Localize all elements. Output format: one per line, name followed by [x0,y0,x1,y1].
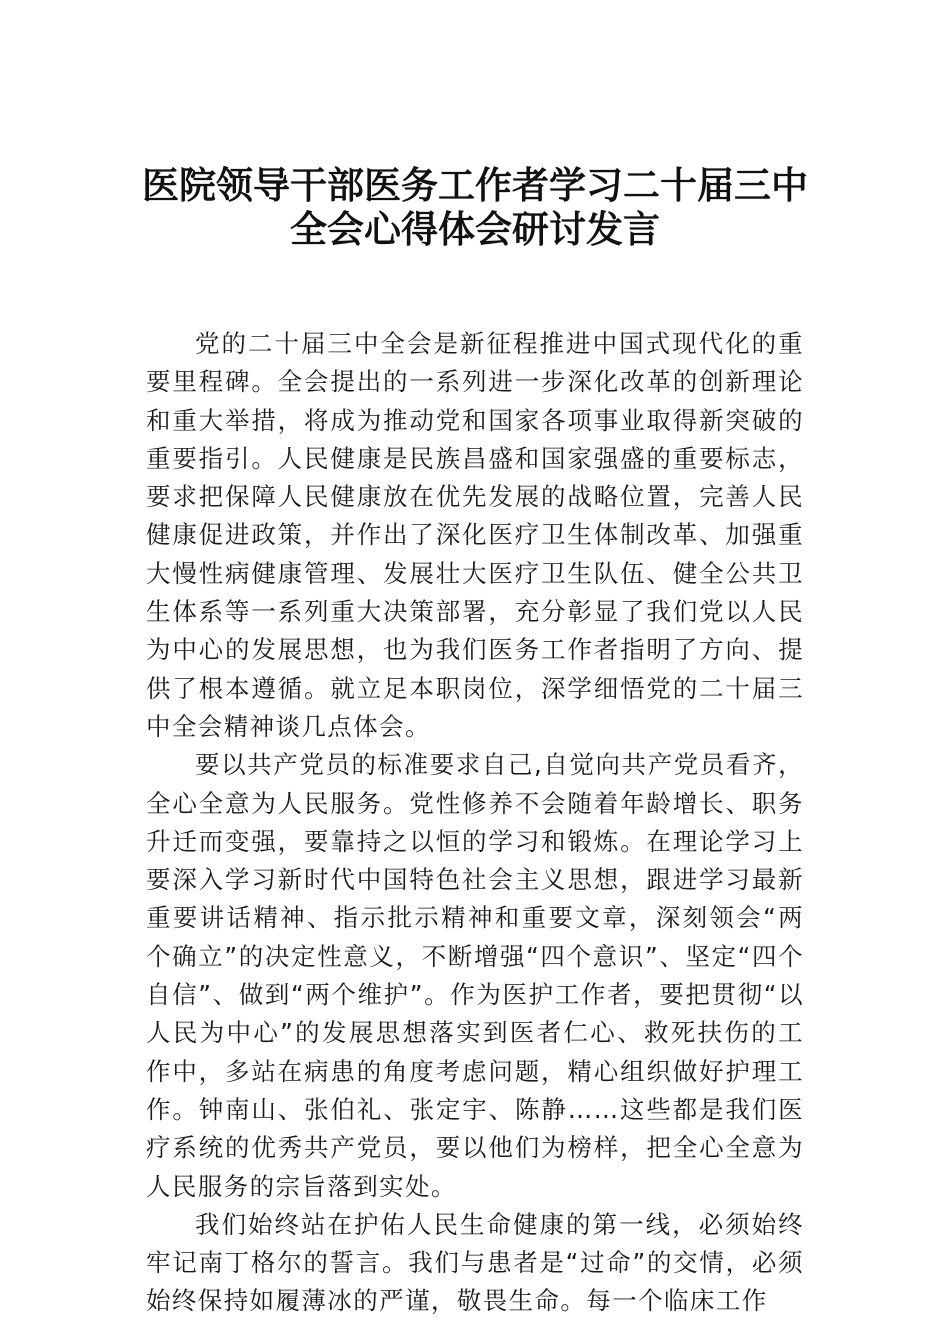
body-paragraph-2: 要以共产党员的标准要求自己,自觉向共产党员看齐，全心全意为人民服务。党性修养不会随着年龄增长、职务升迁而变强，要靠持之以恒的学习和锻炼。在理论学习上要深入学习新时代中国特色社会主义思想，跟进学习最新重要讲话精神、指示批示精神和重要文章，深刻领会“两个确立”的决定性意义，不断增强“四个意识”、坚定“四个自信”、做到“两个维护”。作为医护工作者，要把贯彻“以人民为中心”的发展思想落实到医者仁心、救死扶伤的工作中，多站在病患的角度考虑问题，精心组织做好护理工作。钟南山、张伯礼、张定宇、陈静……这些都是我们医疗系统的优秀共产党员，要以他们为榜样，把全心全意为人民服务的宗旨落到实处。 [146,750,804,1201]
document-title-line-2: 全会心得体会研讨发言 [290,207,660,251]
body-paragraph-1: 党的二十届三中全会是新征程推进中国式现代化的重要里程碑。全会提出的一系列进一步深化改革的创新理论和重大举措，将成为推动党和国家各项事业取得新突破的重要指引。人民健康是民族昌盛和国家强盛的重要标志，要求把保障人民健康放在优先发展的战略位置，完善人民健康促进政策，并作出了深化医疗卫生体制改革、加强重大慢性病健康管理、发展壮大医疗卫生队伍、健全公共卫生体系等一系列重大决策部署，充分彰显了我们党以人民为中心的发展思想，也为我们医务工作者指明了方向、提供了根本遵循。就立足本职岗位，深学细悟党的二十届三中全会精神谈几点体会。 [146,329,804,741]
document-body [146,325,804,1321]
body-paragraph-3: 我们始终站在护佑人民生命健康的第一线，必须始终牢记南丁格尔的誓言。我们与患者是“过命”的交情，必须始终保持如履薄冰的严谨，敬畏生命。每一个临床工作 [146,1209,804,1316]
document-title-line-1: 医院领导干部医务工作者学习二十届三中 [142,163,808,207]
